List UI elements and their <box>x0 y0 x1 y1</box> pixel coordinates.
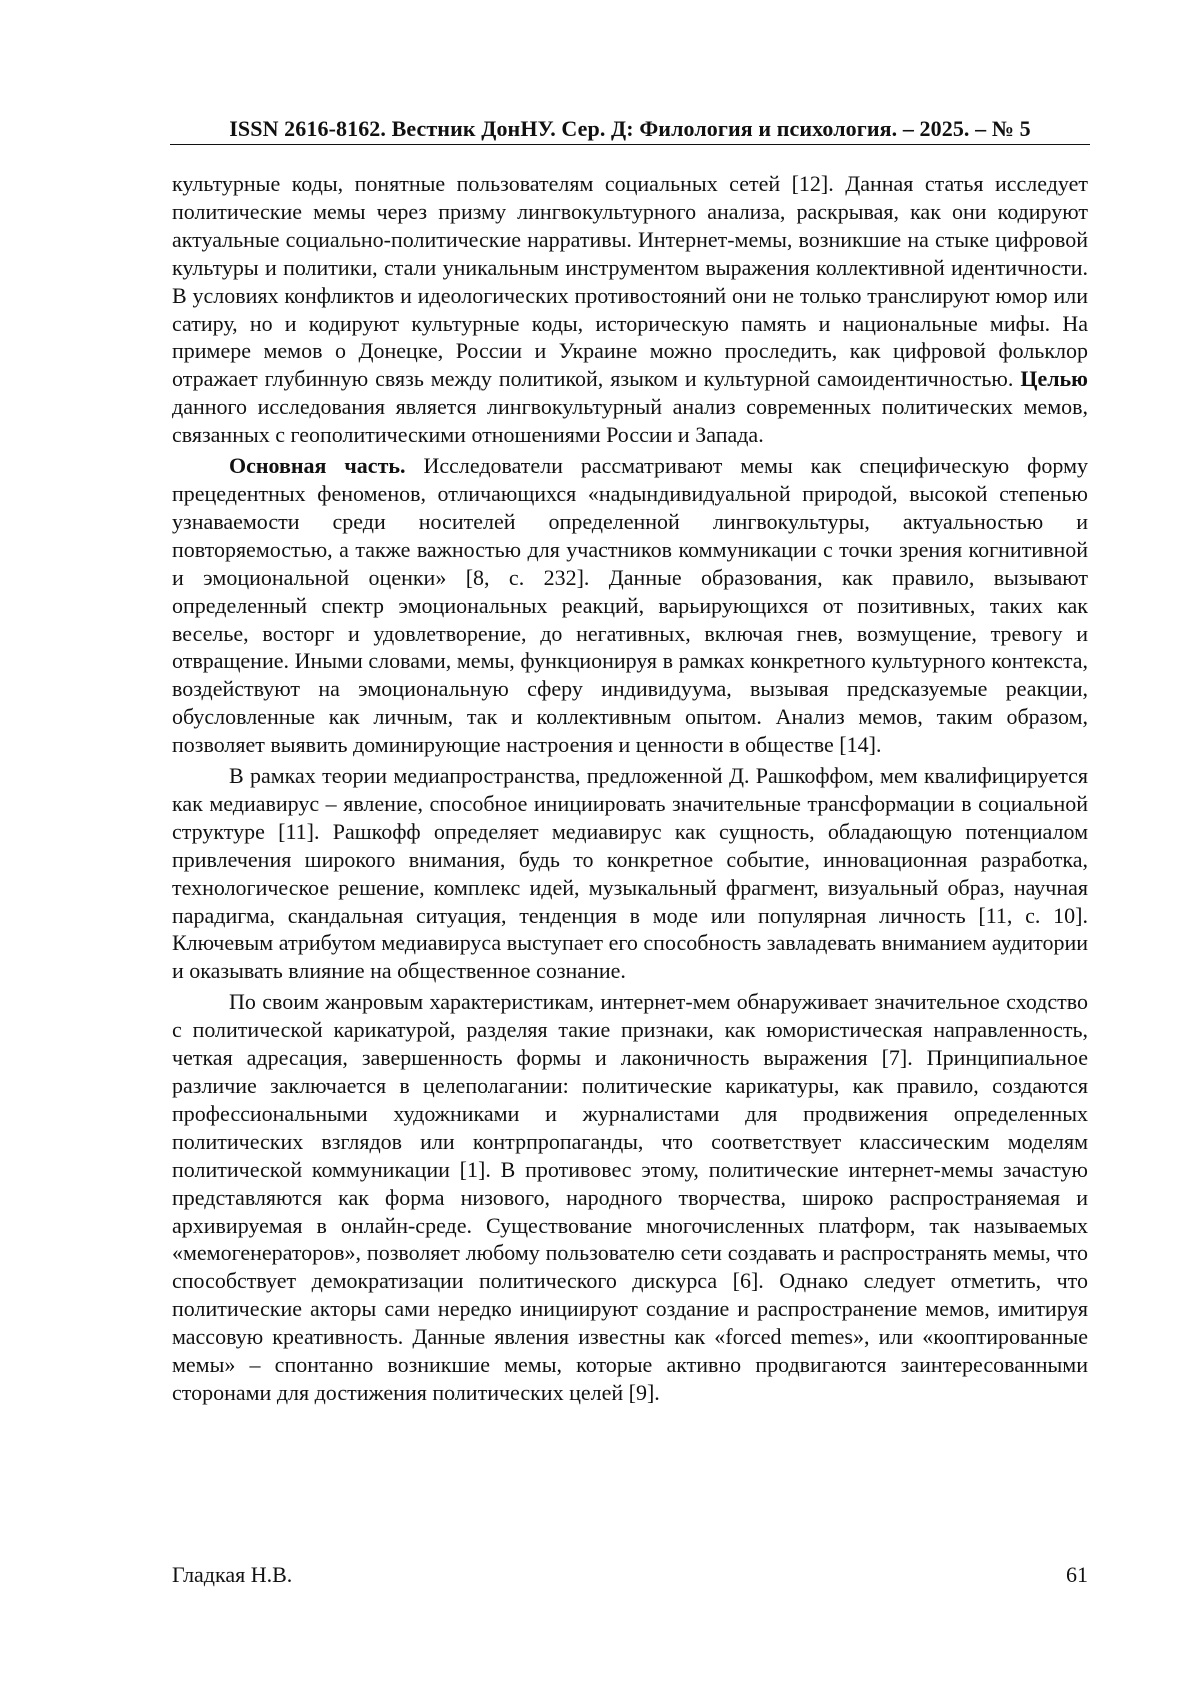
paragraph-1-tail: данного исследования является лингвокультурный анализ современных политических мемов, связанных с геополитическими отношениями России и Запада. <box>172 394 1088 448</box>
article-body <box>172 170 1088 1410</box>
running-header: ISSN 2616-8162. Вестник ДонНУ. Сер. Д: Филология и психология. – 2025. – № 5 <box>229 116 1031 141</box>
paragraph-4: По своим жанровым характеристикам, интернет-мем обнаруживает значительное сходство с политической карикатурой, разделяя такие признаки, как юмористическая направленность, четкая адресация, завершенность формы и лаконичность выражения [7]. Принципиальное различие заключается в целеполагании: политические карикатуры, как правило, создаются профессиональными художниками и журналистами для продвижения определенных политических взглядов или контрпропаганды, что соответствует классическим моделям политической коммуникации [1]. В противовес этому, политические интернет-мемы зачастую представляются как форма низового, народного творчества, широко распространяемая и архивируемая в онлайн-среде. Существование многочисленных платформ, так называемых «мемогенераторов», позволяет любому пользователю сети создавать и распространять мемы, что способствует демократизации политического дискурса [6]. Однако следует отметить, что политические акторы сами нередко инициируют создание и распространение мемов, имитируя массовую креативность. Данные явления известны как «forced memes», или «кооптированные мемы» – спонтанно возникшие мемы, которые активно продвигаются заинтересованными сторонами для достижения политических целей [9]. <box>172 989 1088 1405</box>
paragraph-2-text: Исследователи рассматривают мемы как специфическую форму прецедентных феноменов, отличающихся «надындивидуальной природой, высокой степенью узнаваемости среди носителей определенной лингвокультуры, актуальностью и повторяемостью, а также важностью для участников коммуникации с точки зрения когнитивной и эмоциональной оценки» [8, с. 232]. Данные образования, как правило, вызывают определенный спектр эмоциональных реакций, варьирующихся от позитивных, таких как веселье, восторг и удовлетворение, до негативных, включая гнев, возмущение, тревогу и отвращение. Иными словами, мемы, функционируя в рамках конкретного культурного контекста, воздействуют на эмоциональную сферу индивидуума, вызывая предсказуемые реакции, обусловленные как личным, так и коллективным опытом. Анализ мемов, таким образом, позволяет выявить доминирующие настроения и ценности в обществе [14]. <box>172 453 1089 758</box>
paragraph-1 <box>172 170 1088 449</box>
paragraph-1-text: культурные коды, понятные пользователям социальных сетей [12]. Данная статья исследует политические мемы через призму лингвокультурного анализа, раскрывая, как они кодируют актуальные социально-политические нарративы. Интернет-мемы, возникшие на стыке цифровой культуры и политики, стали уникальным инструментом выражения коллективной идентичности. В условиях конфликтов и идеологических противостояний они не только транслируют юмор или сатиру, но и кодируют культурные коды, историческую память и национальные мифы. На примере мемов о Донецке, России и Украине можно проследить, как цифровой фольклор отражает глубинную связь между политикой, языком и культурной самоидентичностью. <box>172 171 1088 392</box>
paragraph-2 <box>172 452 1088 759</box>
page-number: 61 <box>1066 1562 1088 1587</box>
aim-label: Целью <box>1020 366 1088 392</box>
main-part-heading: Основная часть. <box>229 453 406 479</box>
header-rule <box>170 144 1090 145</box>
paragraph-3: В рамках теории медиапространства, предложенной Д. Рашкоффом, мем квалифицируется как медиавирус – явление, способное инициировать значительные трансформации в социальной структуре [11]. Рашкофф определяет медиавирус как сущность, обладающую потенциалом привлечения широкого внимания, будь то конкретное событие, инновационная разработка, технологическое решение, комплекс идей, музыкальный фрагмент, визуальный образ, научная парадигма, скандальная ситуация, тенденция в моде или популярная личность [11, с. 10]. Ключевым атрибутом медиавируса выступает его способность завладевать вниманием аудитории и оказывать влияние на общественное сознание. <box>172 763 1088 984</box>
footer-author: Гладкая Н.В. <box>172 1562 293 1587</box>
